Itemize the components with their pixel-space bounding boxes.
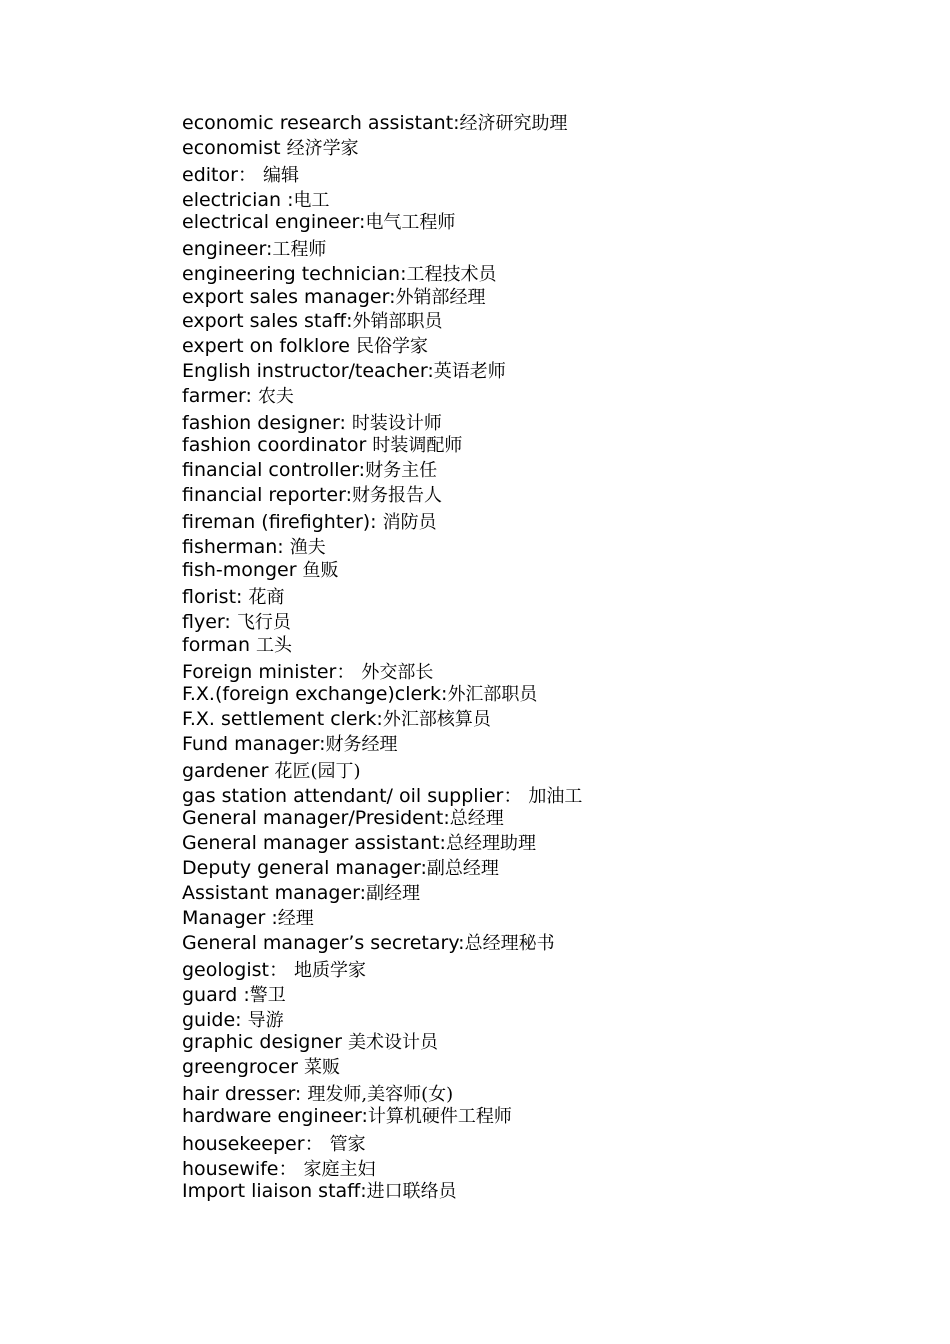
entry-english: economist xyxy=(182,137,287,159)
entry-chinese: 总经理助理 xyxy=(445,833,536,854)
entry-chinese: 财务经理 xyxy=(325,734,398,755)
entry-chinese: 财务报告人 xyxy=(351,485,442,506)
entry-chinese: 总经理秘书 xyxy=(464,933,555,954)
entry-english: gardener xyxy=(182,760,275,782)
entry-chinese: 外汇部职员 xyxy=(447,684,538,705)
entry-english: fashion designer: xyxy=(182,412,352,434)
entry-chinese: 家庭主妇 xyxy=(303,1159,376,1180)
entry-chinese: 警卫 xyxy=(249,985,286,1006)
entry-line xyxy=(182,832,536,855)
entry-english: engineer: xyxy=(182,238,273,260)
entry-english: florist: xyxy=(182,586,249,608)
entry-chinese: 飞行员 xyxy=(236,612,291,633)
entry-line xyxy=(182,1009,284,1032)
entry-english: graphic designer xyxy=(182,1031,348,1053)
entry-line xyxy=(182,882,420,905)
entry-english: electrician : xyxy=(182,189,294,211)
entry-line xyxy=(182,907,314,930)
entry-english: economic research assistant: xyxy=(182,112,460,134)
entry-chinese: 菜贩 xyxy=(303,1057,340,1078)
entry-line xyxy=(182,189,330,212)
entry-english: Assistant manager: xyxy=(182,882,367,904)
entry-chinese: 民俗学家 xyxy=(355,336,428,357)
entry-line xyxy=(182,536,326,559)
entry-line xyxy=(182,1083,453,1106)
entry-english: housekeeper： xyxy=(182,1133,330,1155)
entry-english: fish-monger xyxy=(182,559,303,581)
entry-line xyxy=(182,434,462,457)
entry-chinese: 经济研究助理 xyxy=(459,113,568,134)
entry-line xyxy=(182,211,455,234)
entry-line xyxy=(182,360,506,383)
entry-line xyxy=(182,733,398,756)
entry-english: greengrocer xyxy=(182,1056,304,1078)
entry-line xyxy=(182,112,568,135)
entry-line xyxy=(182,1133,366,1156)
entry-english: export sales manager: xyxy=(182,286,396,308)
entry-english: English instructor/teacher: xyxy=(182,360,434,382)
entry-english: Fund manager: xyxy=(182,733,326,755)
entry-english: guide: xyxy=(182,1009,248,1031)
entry-english: General manager assistant: xyxy=(182,832,446,854)
entry-chinese: 工程师 xyxy=(272,239,327,260)
entry-chinese: 财务主任 xyxy=(365,460,438,481)
entry-line xyxy=(182,959,366,982)
entry-chinese: 时装设计师 xyxy=(351,413,442,434)
entry-line xyxy=(182,137,359,160)
entry-line xyxy=(182,708,491,731)
entry-english: electrical engineer: xyxy=(182,211,366,233)
entry-chinese: 管家 xyxy=(329,1134,366,1155)
entry-chinese: 进口联络员 xyxy=(366,1181,457,1202)
entry-chinese: 编辑 xyxy=(262,165,299,186)
entry-line xyxy=(182,760,361,783)
entry-line xyxy=(182,459,437,482)
entry-chinese: 农夫 xyxy=(257,386,294,407)
entry-english: guard : xyxy=(182,984,250,1006)
entry-line xyxy=(182,263,496,286)
entry-english: fireman (firefighter): xyxy=(182,511,383,533)
entry-english: F.X. settlement clerk: xyxy=(182,708,383,730)
entry-line xyxy=(182,661,433,684)
entry-english: gas station attendant/ oil supplier： xyxy=(182,785,529,807)
entry-english: F.X.(foreign exchange)clerk: xyxy=(182,683,448,705)
entry-chinese: 副总经理 xyxy=(426,858,499,879)
entry-chinese: 经济学家 xyxy=(286,138,359,159)
entry-english: farmer: xyxy=(182,385,258,407)
entry-line xyxy=(182,984,286,1007)
entry-chinese: 外销部经理 xyxy=(395,287,486,308)
entry-chinese: 加油工 xyxy=(528,786,583,807)
entry-line xyxy=(182,164,299,187)
entry-english: export sales staff: xyxy=(182,310,353,332)
entry-english: Manager : xyxy=(182,907,278,929)
entry-chinese: 总经理 xyxy=(449,808,504,829)
entry-english: Foreign minister： xyxy=(182,661,362,683)
entry-chinese: 理发师,美容师(女) xyxy=(307,1084,454,1105)
entry-english: financial reporter: xyxy=(182,484,352,506)
entry-line xyxy=(182,611,291,634)
entry-chinese: 计算机硬件工程师 xyxy=(367,1106,512,1127)
entry-chinese: 渔夫 xyxy=(289,537,326,558)
entry-line xyxy=(182,484,442,507)
entry-chinese: 电气工程师 xyxy=(365,212,456,233)
entry-line xyxy=(182,785,582,808)
entry-line xyxy=(182,1180,457,1203)
entry-english: editor： xyxy=(182,164,263,186)
entry-line xyxy=(182,586,284,609)
entry-line xyxy=(182,238,326,261)
entry-english: Deputy general manager: xyxy=(182,857,427,879)
entry-line xyxy=(182,1031,438,1054)
entry-english: General manager/President: xyxy=(182,807,450,829)
entry-english: forman xyxy=(182,634,257,656)
entry-chinese: 花商 xyxy=(248,587,285,608)
entry-line xyxy=(182,385,294,408)
entry-chinese: 导游 xyxy=(247,1010,284,1031)
entry-line xyxy=(182,559,339,582)
entry-chinese: 美术设计员 xyxy=(347,1032,438,1053)
entry-english: fisherman: xyxy=(182,536,290,558)
entry-english: hardware engineer: xyxy=(182,1105,368,1127)
entry-chinese: 电工 xyxy=(293,190,330,211)
entry-line xyxy=(182,683,537,706)
entry-english: housewife： xyxy=(182,1158,304,1180)
entry-chinese: 鱼贩 xyxy=(302,560,339,581)
entry-line xyxy=(182,1105,512,1128)
entry-english: geologist： xyxy=(182,959,295,981)
entry-chinese: 外销部职员 xyxy=(352,311,443,332)
entry-chinese: 外交部长 xyxy=(361,662,434,683)
entry-chinese: 工头 xyxy=(256,635,293,656)
entry-chinese: 经理 xyxy=(277,908,314,929)
entry-line xyxy=(182,412,442,435)
entry-line xyxy=(182,310,443,333)
entry-english: financial controller: xyxy=(182,459,366,481)
entry-line xyxy=(182,335,428,358)
entry-chinese: 消防员 xyxy=(382,512,437,533)
entry-line xyxy=(182,1158,376,1181)
entry-english: General manager’s secretary: xyxy=(182,932,465,954)
entry-chinese: 花匠(园丁) xyxy=(274,761,361,782)
entry-chinese: 外汇部核算员 xyxy=(382,709,491,730)
entry-line xyxy=(182,857,499,880)
entry-chinese: 地质学家 xyxy=(294,960,367,981)
entry-line xyxy=(182,1056,340,1079)
entry-english: hair dresser: xyxy=(182,1083,308,1105)
entry-english: Import liaison staff: xyxy=(182,1180,367,1202)
entry-line xyxy=(182,634,292,657)
entry-chinese: 工程技术员 xyxy=(406,264,497,285)
entry-chinese: 英语老师 xyxy=(433,361,506,382)
entry-line xyxy=(182,807,504,830)
entry-line xyxy=(182,286,486,309)
entry-line xyxy=(182,932,555,955)
entry-english: flyer: xyxy=(182,611,237,633)
entry-english: fashion coordinator xyxy=(182,434,373,456)
entry-chinese: 时装调配师 xyxy=(372,435,463,456)
entry-line xyxy=(182,511,437,534)
entry-english: expert on folklore xyxy=(182,335,356,357)
entry-chinese: 副经理 xyxy=(366,883,421,904)
entry-english: engineering technician: xyxy=(182,263,407,285)
